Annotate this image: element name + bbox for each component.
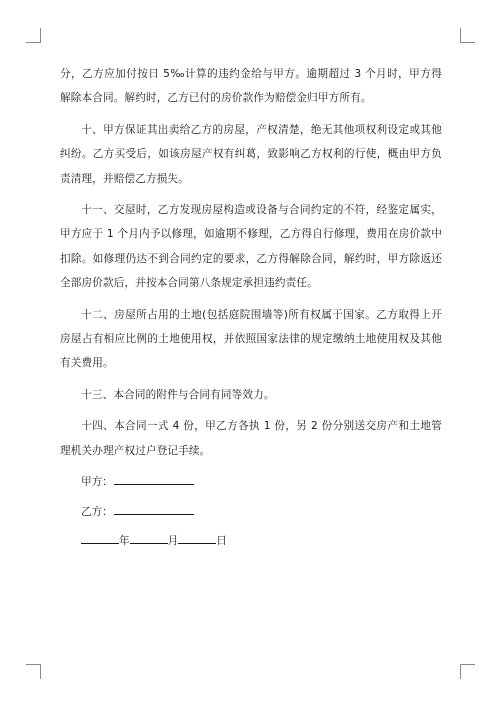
party-a-signature xyxy=(60,470,442,494)
year-label: 年 xyxy=(119,534,130,547)
page-corner-mark-top-right xyxy=(460,28,475,43)
paragraph-continuation: 分，乙方应加付按日 5‰计算的违约金给与甲方。逾期超过 3 个月时，甲方得解除本合同。解约时，乙方已付的房价款作为赔偿金归甲方所有。 xyxy=(60,68,442,105)
party-a-label: 甲方： xyxy=(81,476,113,489)
clause-12: 十二、房屋所占用的土地(包括庭院围墙等)所有权属于国家。乙方取得上开房屋占有相应比例的土地使用权，并依照国家法律的规定缴纳土地使用权及其他有关费用。 xyxy=(60,308,442,370)
party-b-signature xyxy=(60,500,442,524)
party-b-label: 乙方： xyxy=(81,505,113,518)
party-b-blank xyxy=(114,501,194,515)
day-blank xyxy=(178,530,216,544)
signature-block xyxy=(60,470,442,553)
party-a-blank xyxy=(114,471,194,485)
year-blank xyxy=(81,530,119,544)
day-label: 日 xyxy=(216,534,227,547)
clause-13: 十三、本合同的附件与合同有同等效力。 xyxy=(81,388,275,401)
page-corner-mark-bottom-right xyxy=(460,664,475,679)
month-label: 月 xyxy=(167,534,179,547)
clause-14: 十四、本合同一式 4 份，甲乙方各执 1 份，另 2 份分别送交房产和土地管理机关办理产权过户登记手续。 xyxy=(60,420,442,457)
document-body xyxy=(60,62,442,553)
signing-date xyxy=(60,529,442,553)
month-blank xyxy=(130,530,168,544)
clause-11: 十一、交屋时，乙方发现房屋构造或设备与合同约定的不符，经鉴定属实，甲方应于 1 个月内予以修理，如逾期不修理，乙方得自行修理，费用在房价款中扣除。如修理仍达不到合同约定的要求，乙方得解除合同，解约时，甲方除返还全部房价款后，并按本合同第八条规定承担违约责任。 xyxy=(60,204,442,290)
clause-10: 十、甲方保证其出卖给乙方的房屋，产权清楚，绝无其他项权利设定或其他纠纷。乙方买受后，如该房屋产权有纠葛，致影响乙方权利的行使，概由甲方负责清理，并赔偿乙方损失。 xyxy=(60,123,442,185)
page-corner-mark-bottom-left xyxy=(26,664,41,679)
page-corner-mark-top-left xyxy=(26,28,41,43)
